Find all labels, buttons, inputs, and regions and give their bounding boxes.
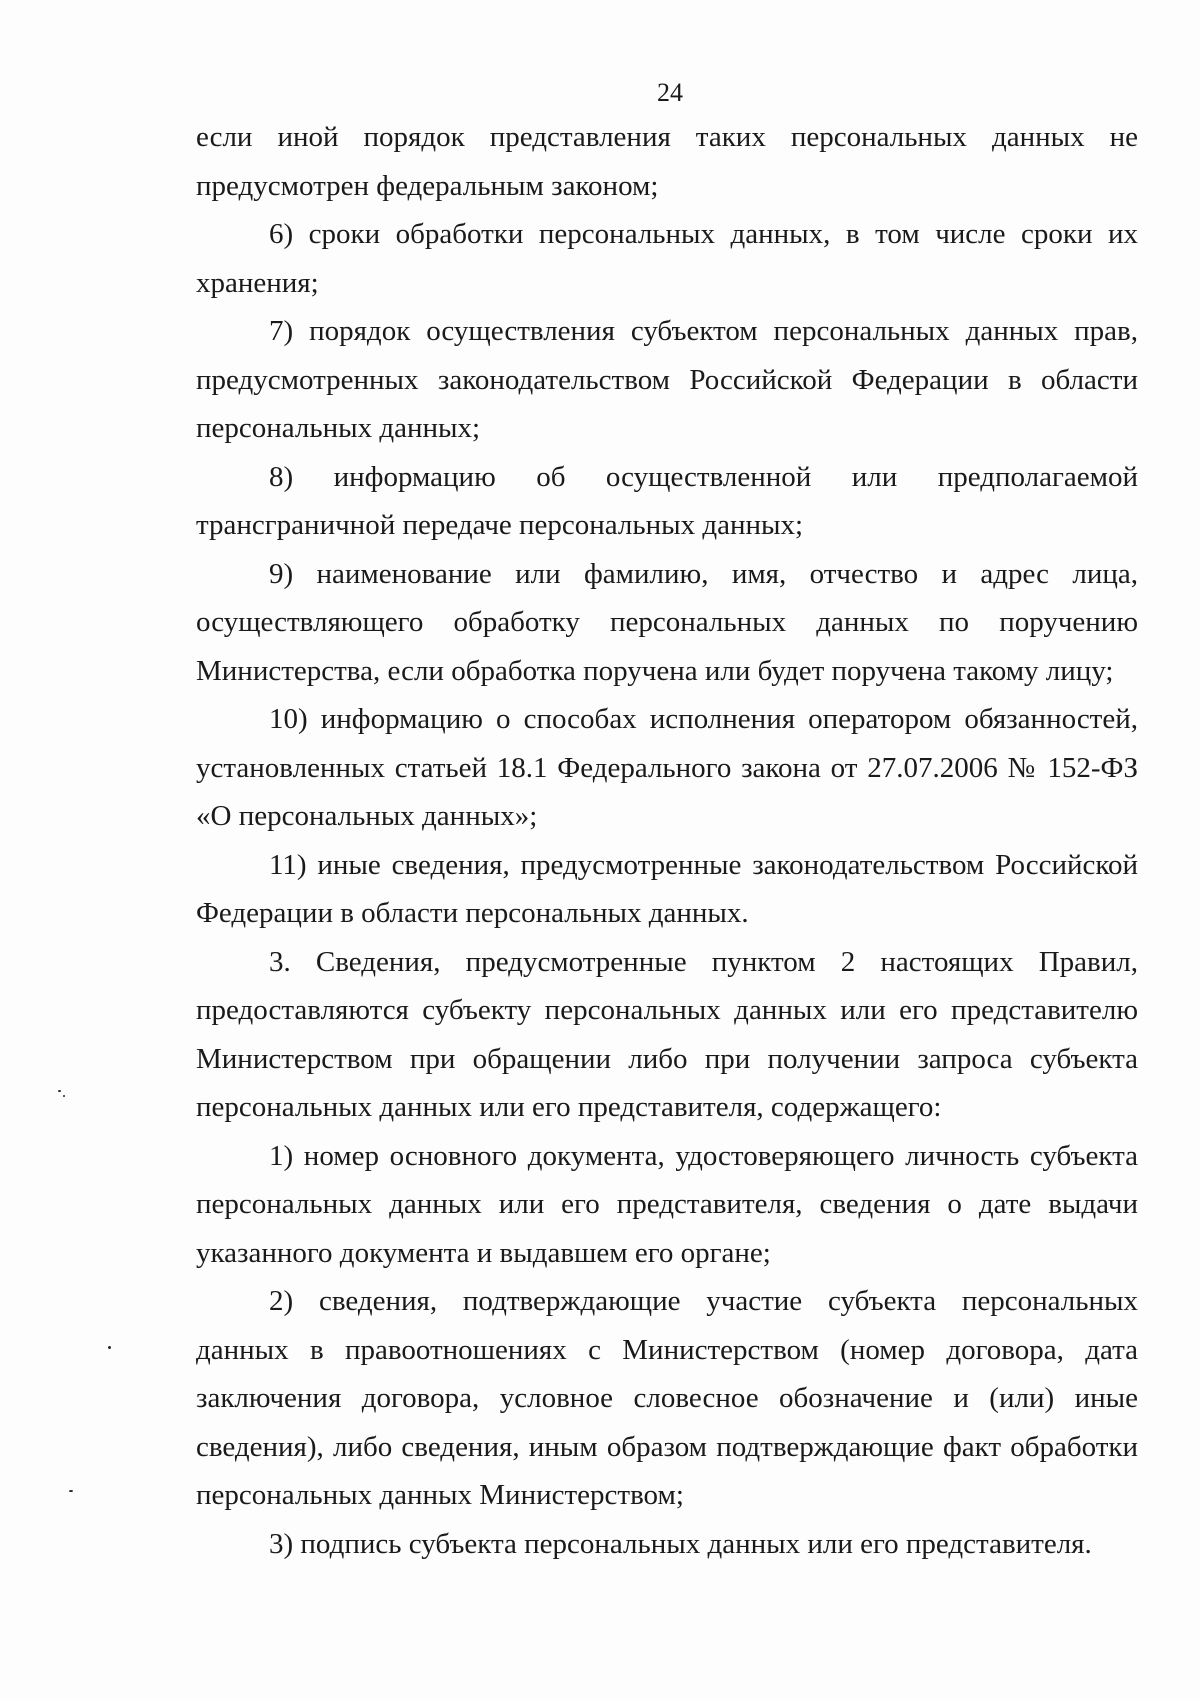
paragraph-item-10: 10) информацию о способах исполнения оператором обязанностей, установленных статьей 18.1 Федерального закона от 27.07.2006 № 152-ФЗ «О персональных данных»; — [196, 703, 1138, 832]
scan-speck — [69, 1490, 73, 1492]
paragraph-subitem-3: 3) подпись субъекта персональных данных или его представителя. — [269, 1527, 1092, 1560]
scan-speck — [63, 1095, 65, 1097]
paragraph-item-11: 11) иные сведения, предусмотренные законодательством Российской Федерации в области персональных данных. — [196, 848, 1138, 929]
paragraph-item-8: 8) информацию об осуществленной или предполагаемой трансграничной передаче персональных данных; — [196, 460, 1138, 541]
scan-speck — [58, 1090, 61, 1092]
scan-speck — [108, 1346, 111, 1349]
paragraph-section-3: 3. Сведения, предусмотренные пунктом 2 настоящих Правил, предоставляются субъекту персональных данных или его представителю Министерством при обращении либо при получении запроса субъекта персональных данных или его представителя, содержащего: — [196, 945, 1138, 1123]
page-number: 24 — [657, 78, 683, 107]
paragraph-item-7: 7) порядок осуществления субъектом персональных данных прав, предусмотренных законодательством Российской Федерации в области персональных данных; — [196, 315, 1138, 444]
paragraph-subitem-1: 1) номер основного документа, удостоверяющего личность субъекта персональных данных или его представителя, сведения о дате выдачи указанного документа и выдавшем его органе; — [196, 1139, 1138, 1269]
paragraph-subitem-2: 2) сведения, подтверждающие участие субъекта персональных данных в правоотношениях с Министерством (номер договора, дата заключения договора, условное словесное обозначение и (или) иные сведения), либо сведения, иным образом подтверждающие факт обработки персональных данных Министерством; — [196, 1285, 1138, 1511]
document-body — [196, 113, 1138, 1568]
paragraph-item-6: 6) сроки обработки персональных данных, в том числе сроки их хранения; — [196, 218, 1138, 299]
paragraph-continuation: если иной порядок представления таких персональных данных не предусмотрен федеральным законом; — [196, 121, 1138, 202]
paragraph-item-9: 9) наименование или фамилию, имя, отчество и адрес лица, осуществляющего обработку персональных данных по поручению Министерства, если обработка поручена или будет поручена такому лицу; — [196, 557, 1138, 687]
